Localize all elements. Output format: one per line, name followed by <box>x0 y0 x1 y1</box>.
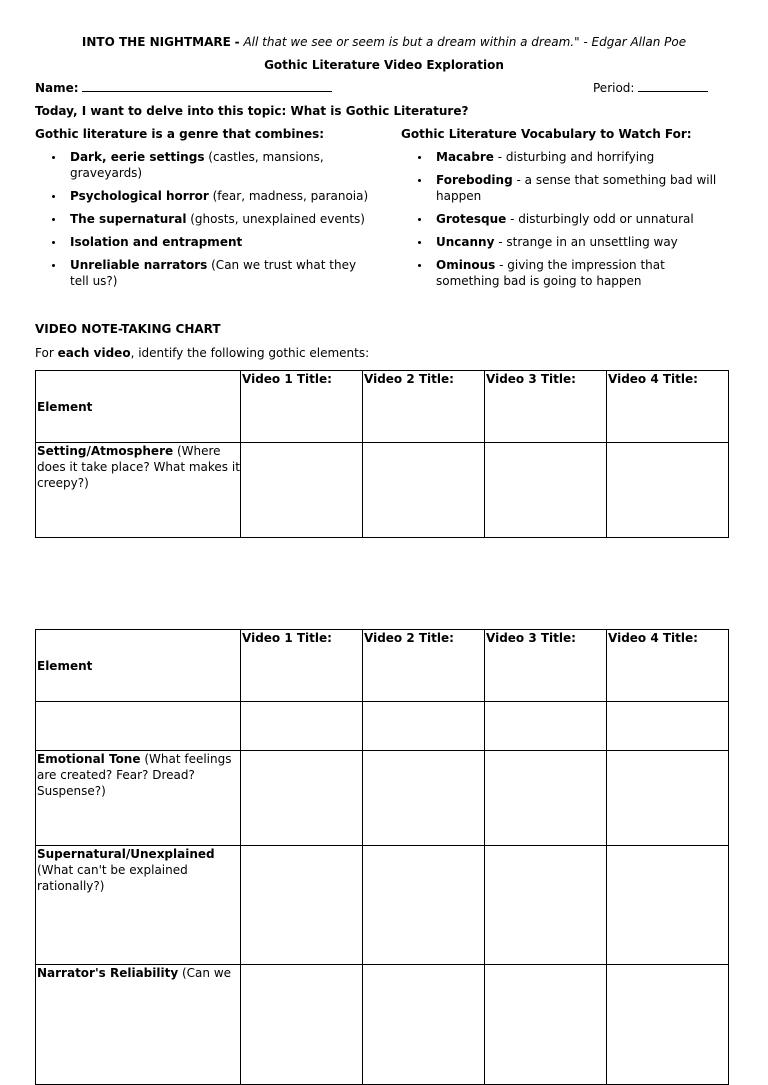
list-item <box>401 149 731 165</box>
note-cell[interactable] <box>363 846 485 965</box>
video-title-cell[interactable]: Video 3 Title: <box>485 630 607 702</box>
list-item-detail: (Can we trust what they tell us?) <box>70 258 357 288</box>
list-item-term: Ominous <box>436 258 496 272</box>
note-cell[interactable] <box>241 965 363 1085</box>
list-item-term: Uncanny <box>436 235 495 249</box>
note-cell[interactable] <box>607 751 729 846</box>
list-item-term: Dark, eerie settings <box>70 150 205 164</box>
element-prompt: (What feelings are created? Fear? Dread? Suspense?) <box>37 752 232 798</box>
genre-list <box>35 149 375 289</box>
video-title-cell[interactable]: Video 4 Title: <box>607 630 729 702</box>
list-item <box>35 234 375 250</box>
page-subtitle: Gothic Literature Video Exploration <box>264 58 504 72</box>
chart-heading: VIDEO NOTE-TAKING CHART <box>35 322 221 336</box>
element-label-cell <box>36 443 241 538</box>
element-prompt: (What can't be explained rationally?) <box>37 863 188 893</box>
note-table-2 <box>35 629 729 1085</box>
list-item-detail: - a sense that something bad will happen <box>436 173 717 203</box>
name-row <box>35 80 332 96</box>
video-title-cell[interactable]: Video 2 Title: <box>363 630 485 702</box>
list-item <box>401 211 731 227</box>
video-title-cell[interactable]: Video 1 Title: <box>241 630 363 702</box>
list-item <box>35 211 375 227</box>
note-cell[interactable] <box>485 751 607 846</box>
list-item <box>401 257 731 289</box>
list-item <box>35 257 375 289</box>
note-cell[interactable] <box>241 846 363 965</box>
table-row <box>36 751 729 846</box>
video-title-cell[interactable]: Video 2 Title: <box>363 371 485 443</box>
vocab-list <box>401 149 731 289</box>
list-item-term: Macabre <box>436 150 494 164</box>
list-item-detail: - strange in an unsettling way <box>494 235 678 249</box>
element-header: Element <box>36 371 241 443</box>
element-prompt: (Where does it take place? What makes it creepy?) <box>37 444 240 490</box>
list-item-detail: - disturbing and horrifying <box>493 150 655 164</box>
element-name: Emotional Tone <box>37 752 141 766</box>
note-cell[interactable] <box>485 965 607 1085</box>
note-cell[interactable] <box>363 965 485 1085</box>
period-label: Period: <box>593 81 635 95</box>
note-cell[interactable] <box>241 443 363 538</box>
list-item-term: Grotesque <box>436 212 507 226</box>
list-item <box>35 149 375 181</box>
table-header-row <box>36 371 729 443</box>
title-dash: - <box>234 35 240 49</box>
topic-line: Today, I want to delve into this topic: What is Gothic Literature? <box>35 104 469 118</box>
note-cell[interactable] <box>607 443 729 538</box>
list-item <box>401 234 731 250</box>
vocab-heading: Gothic Literature Vocabulary to Watch For: <box>401 127 692 141</box>
chart-intro <box>35 345 369 361</box>
element-label-cell <box>36 751 241 846</box>
list-item <box>35 188 375 204</box>
note-cell[interactable] <box>363 443 485 538</box>
list-item-detail: (castles, mansions, graveyards) <box>70 150 324 180</box>
table-header-row <box>36 630 729 702</box>
name-field[interactable] <box>82 81 332 92</box>
name-label: Name: <box>35 81 79 95</box>
note-cell[interactable] <box>363 751 485 846</box>
list-item-detail: - giving the impression that something bad is going to happen <box>436 258 665 288</box>
note-cell[interactable] <box>485 702 607 751</box>
table-row <box>36 965 729 1085</box>
table-row <box>36 846 729 965</box>
element-prompt: (Can we <box>178 966 232 980</box>
element-name: Narrator's Reliability <box>37 966 179 980</box>
note-cell[interactable] <box>607 965 729 1085</box>
element-name: Supernatural/Unexplained <box>37 847 215 861</box>
header-line <box>0 34 768 50</box>
note-cell[interactable] <box>607 702 729 751</box>
element-name: Setting/Atmosphere <box>37 444 174 458</box>
note-cell[interactable] <box>485 846 607 965</box>
element-label-cell <box>36 702 241 751</box>
list-item-term: Unreliable narrators <box>70 258 208 272</box>
chart-intro-pre: For <box>35 346 58 360</box>
element-header: Element <box>36 630 241 702</box>
table-row <box>36 443 729 538</box>
period-row <box>593 80 708 96</box>
note-cell[interactable] <box>607 846 729 965</box>
note-table-1 <box>35 370 729 538</box>
list-item <box>401 172 731 204</box>
list-item-term: Psychological horror <box>70 189 209 203</box>
list-item-term: Isolation and entrapment <box>70 235 243 249</box>
list-item-term: The supernatural <box>70 212 187 226</box>
page-title: INTO THE NIGHTMARE <box>81 35 231 49</box>
genre-column <box>35 126 375 296</box>
genre-heading: Gothic literature is a genre that combines: <box>35 127 325 141</box>
note-cell[interactable] <box>241 751 363 846</box>
note-cell[interactable] <box>241 702 363 751</box>
video-title-cell[interactable]: Video 3 Title: <box>485 371 607 443</box>
vocab-column <box>401 126 731 296</box>
chart-intro-bold: each video <box>57 346 131 360</box>
video-title-cell[interactable]: Video 4 Title: <box>607 371 729 443</box>
list-item-term: Foreboding <box>436 173 513 187</box>
element-label-cell <box>36 846 241 965</box>
element-label-cell <box>36 965 241 1085</box>
poe-quote: All that we see or seem is but a dream within a dream." - Edgar Allan Poe <box>243 35 687 49</box>
list-item-detail: (fear, madness, paranoia) <box>208 189 369 203</box>
note-cell[interactable] <box>363 702 485 751</box>
table-row <box>36 702 729 751</box>
note-cell[interactable] <box>485 443 607 538</box>
chart-intro-post: , identify the following gothic elements: <box>130 346 370 360</box>
list-item-detail: - disturbingly odd or unnatural <box>506 212 694 226</box>
video-title-cell[interactable]: Video 1 Title: <box>241 371 363 443</box>
list-item-detail: (ghosts, unexplained events) <box>186 212 365 226</box>
period-field[interactable] <box>638 81 708 92</box>
